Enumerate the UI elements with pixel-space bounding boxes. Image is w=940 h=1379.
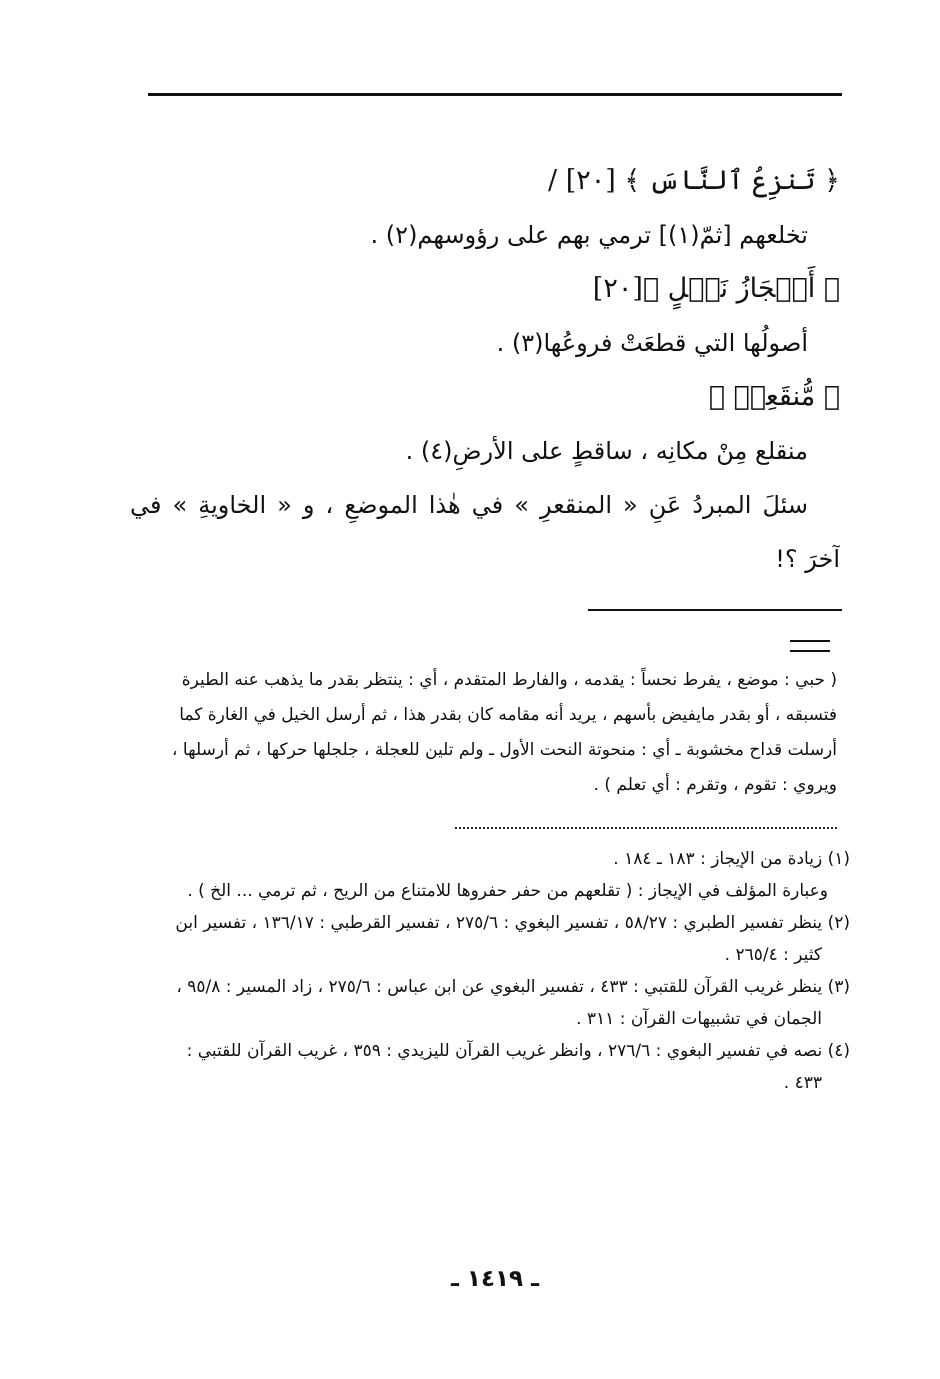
question-line: سئلَ المبردُ عَنِ « المنقعرِ » في هٰذا الموضعِ ، و « الخاويةِ » في bbox=[130, 491, 808, 519]
question-line-end: آخرَ ؟! bbox=[775, 545, 840, 573]
footnote-4-continuation: ٤٣٣ . bbox=[783, 1073, 822, 1093]
footnote-4: (٤) نصه في تفسير البغوي : ٢٧٦/٦ ، وانظر غريب القرآن لليزيدي : ٣٥٩ ، غريب القرآن للقتبي : bbox=[186, 1041, 850, 1061]
explanation-line: أصولُها التي قطعَتْ فروعُها(٣) . bbox=[496, 329, 808, 357]
footnote-separator bbox=[455, 827, 837, 829]
footnotes bbox=[140, 843, 850, 1099]
quran-heading: ﴿ تَنزِعُ ٱلنَّاسَ ﴾ [٢٠] / bbox=[548, 165, 840, 196]
explanation-line: منقلع مِنْ مكانِه ، ساقطٍ على الأرضِ(٤) . bbox=[405, 437, 808, 465]
top-rule bbox=[148, 93, 842, 96]
quran-heading: ﴿ أَعۡجَازُ نَخۡلٍ ﴾[٢٠] bbox=[592, 273, 840, 304]
main-rule bbox=[588, 609, 842, 611]
explanation-line: تخلعهم [ثمّ(١)] ترمي بهم على رؤوسهم(٢) . bbox=[370, 221, 808, 249]
gloss-line: ( حبي : موضع ، يفرط نحساً : يقدمه ، والفارط المتقدم ، أي : ينتظر بقدر ما يذهب عنه الطيرة bbox=[181, 670, 837, 690]
quran-heading: ﴿ مُّنقَعِرٖ ﴾ bbox=[708, 381, 840, 412]
footnote-3-continuation: الجمان في تشبيهات القرآن : ٣١١ . bbox=[576, 1009, 822, 1029]
footnote-1: (١) زيادة من الإيجاز : ١٨٣ ـ ١٨٤ . bbox=[613, 849, 850, 869]
main-text bbox=[130, 154, 840, 586]
footnote-2: (٢) ينظر تفسير الطبري : ٥٨/٢٧ ، تفسير البغوي : ٢٧٥/٦ ، تفسير القرطبي : ١٣٦/١٧ ، تفسير ابن bbox=[175, 913, 850, 933]
gloss-line: ويروي : تقوم ، وتقرم : أي تعلم ) . bbox=[593, 775, 837, 795]
footnote-1-continuation: وعبارة المؤلف في الإيجاز : ( تقلعهم من حفر حفروها للامتناع من الريح ، ثم ترمي ... الخ ) . bbox=[187, 881, 828, 901]
gloss-text bbox=[135, 663, 837, 803]
gloss-marker bbox=[790, 640, 830, 652]
page-number: ـ ١٤١٩ ـ bbox=[451, 1266, 539, 1292]
gloss-line: فتسبقه ، أو بقدر مايفيض بأسهم ، يريد أنه مقامه كان بقدر هذا ، ثم أرسل الخيل في الغارة كما bbox=[179, 705, 837, 725]
footnote-3: (٣) ينظر غريب القرآن للقتبي : ٤٣٣ ، تفسير البغوي عن ابن عباس : ٢٧٥/٦ ، زاد المسير : ٩٥/٨ ، bbox=[176, 977, 850, 997]
gloss-line: أرسلت قداح مخشوبة ـ أي : منحوتة النحت الأول ـ ولم تلين للعجلة ، جلجلها حركها ، ثم أرسلها ، bbox=[172, 740, 837, 760]
footnote-2-continuation: كثير : ٢٦٥/٤ . bbox=[724, 945, 822, 965]
